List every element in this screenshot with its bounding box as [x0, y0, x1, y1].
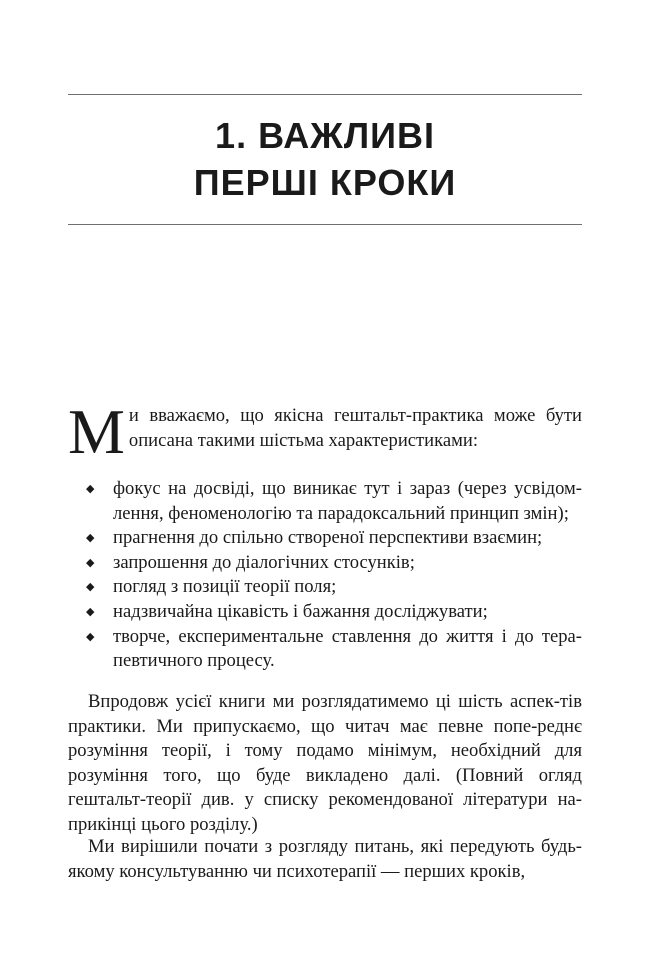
list-item: [86, 526, 582, 551]
intro-text: и вважаємо, що якісна гештальт-практика може бути описана такими шістьма характеристиками:: [128, 405, 582, 451]
bullet-icon: ◆: [86, 556, 95, 569]
list-item: [86, 551, 582, 576]
characteristics-list: [86, 477, 582, 674]
body-paragraph-1: [68, 690, 582, 838]
list-item-text: творче, експериментальне ставлення до життя і до тера-певтичного процесу.: [113, 625, 582, 672]
bullet-icon: ◆: [86, 581, 95, 594]
list-item: [86, 600, 582, 625]
bullet-icon: ◆: [86, 630, 95, 643]
list-item-text: погляд з позиції теорії поля;: [113, 576, 337, 598]
list-item-text: надзвичайна цікавість і бажання досліджувати;: [113, 600, 488, 622]
body-paragraph-text: Впродовж усієї книги ми розглядатимемо ці шість аспек-тів практики. Ми припускаємо, що читач має певне попе-реднє розуміння теорії, і тому подамо мінімум, необхідний для розуміння того, що буде викладено далі. (Повний огляд гештальт-теорії див. у списку рекомендованої літератури на-прикінці цього розділу.): [68, 691, 582, 835]
body-paragraph-text: Ми вирішили почати з розгляду питань, які передують будь-якому консультуванню чи психотерапії — перших кроків,: [68, 836, 582, 882]
list-item-text: запрошення до діалогічних стосунків;: [113, 551, 415, 573]
bullet-icon: ◆: [86, 605, 95, 618]
list-item: [86, 625, 582, 674]
bullet-icon: ◆: [86, 532, 95, 545]
drop-cap: М: [68, 396, 125, 467]
chapter-title-line-2: ПЕРШІ КРОКИ: [193, 162, 457, 203]
body-paragraph-2: [68, 835, 582, 884]
bottom-rule: [68, 224, 582, 225]
bullet-icon: ◆: [86, 483, 95, 495]
list-item-text: прагнення до спільно створеної перспективи взаємин;: [113, 527, 543, 549]
top-rule: [68, 94, 582, 95]
list-item: [86, 477, 582, 526]
intro-paragraph: [68, 396, 582, 467]
chapter-title-line-1: 1. ВАЖЛИВІ: [215, 115, 435, 156]
list-item-text: фокус на досвіді, що виникає тут і зараз (через усвідом-лення, феноменологію та парадоксальний принцип змін);: [113, 478, 582, 524]
chapter-title: [68, 112, 582, 206]
list-item: [86, 575, 582, 600]
